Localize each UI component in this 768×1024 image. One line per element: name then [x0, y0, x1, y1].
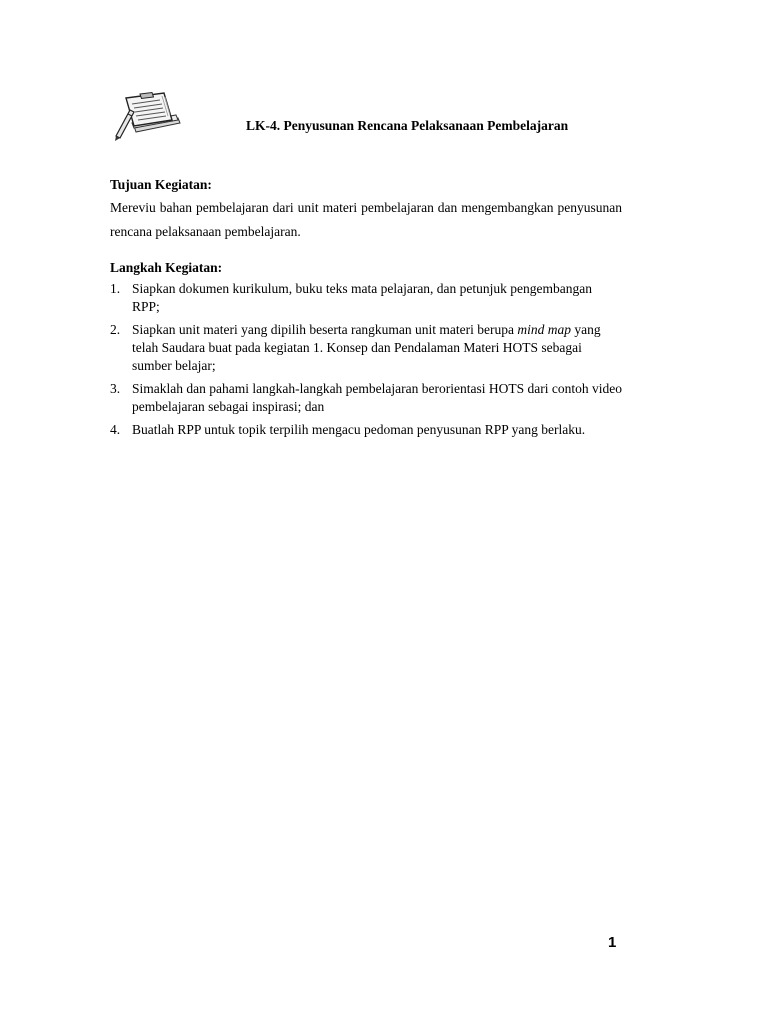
step-number: 3.	[110, 381, 121, 396]
document-title: LK-4. Penyusunan Rencana Pelaksanaan Pembelajaran	[246, 118, 569, 133]
step-text: Buatlah RPP untuk topik terpilih mengacu pedoman penyusunan RPP yang berlaku.	[132, 422, 586, 437]
step-emphasis: mind map	[517, 322, 572, 337]
steps-heading: Langkah Kegiatan:	[110, 260, 223, 275]
step-text-before: Siapkan unit materi yang dipilih beserta rangkuman unit materi berupa	[132, 322, 518, 337]
step-text: Simaklah dan pahami langkah-langkah pembelajaran berorientasi HOTS dari contoh video pembelajaran sebagai inspirasi; dan	[132, 381, 622, 414]
step-number: 4.	[110, 422, 121, 437]
steps-list	[110, 280, 622, 439]
list-item	[110, 321, 622, 375]
step-text-after: yang telah Saudara buat pada kegiatan 1. Konsep dan Pendalaman Materi HOTS sebagai sumber belajar;	[132, 322, 601, 373]
goal-section	[110, 176, 622, 244]
list-item	[110, 280, 622, 316]
steps-section	[110, 259, 622, 444]
goal-heading: Tujuan Kegiatan:	[110, 177, 212, 192]
step-text: Siapkan dokumen kurikulum, buku teks mata pelajaran, dan petunjuk pengembangan RPP;	[132, 281, 593, 314]
clipboard-with-pen-icon	[112, 90, 184, 142]
page-number: 1	[608, 934, 617, 951]
list-item	[110, 421, 622, 439]
step-number: 1.	[110, 281, 121, 296]
goal-text: Mereviu bahan pembelajaran dari unit materi pembelajaran dan mengembangkan penyusunan rencana pelaksanaan pembelajaran.	[110, 200, 622, 239]
list-item	[110, 380, 622, 416]
step-number: 2.	[110, 322, 121, 337]
